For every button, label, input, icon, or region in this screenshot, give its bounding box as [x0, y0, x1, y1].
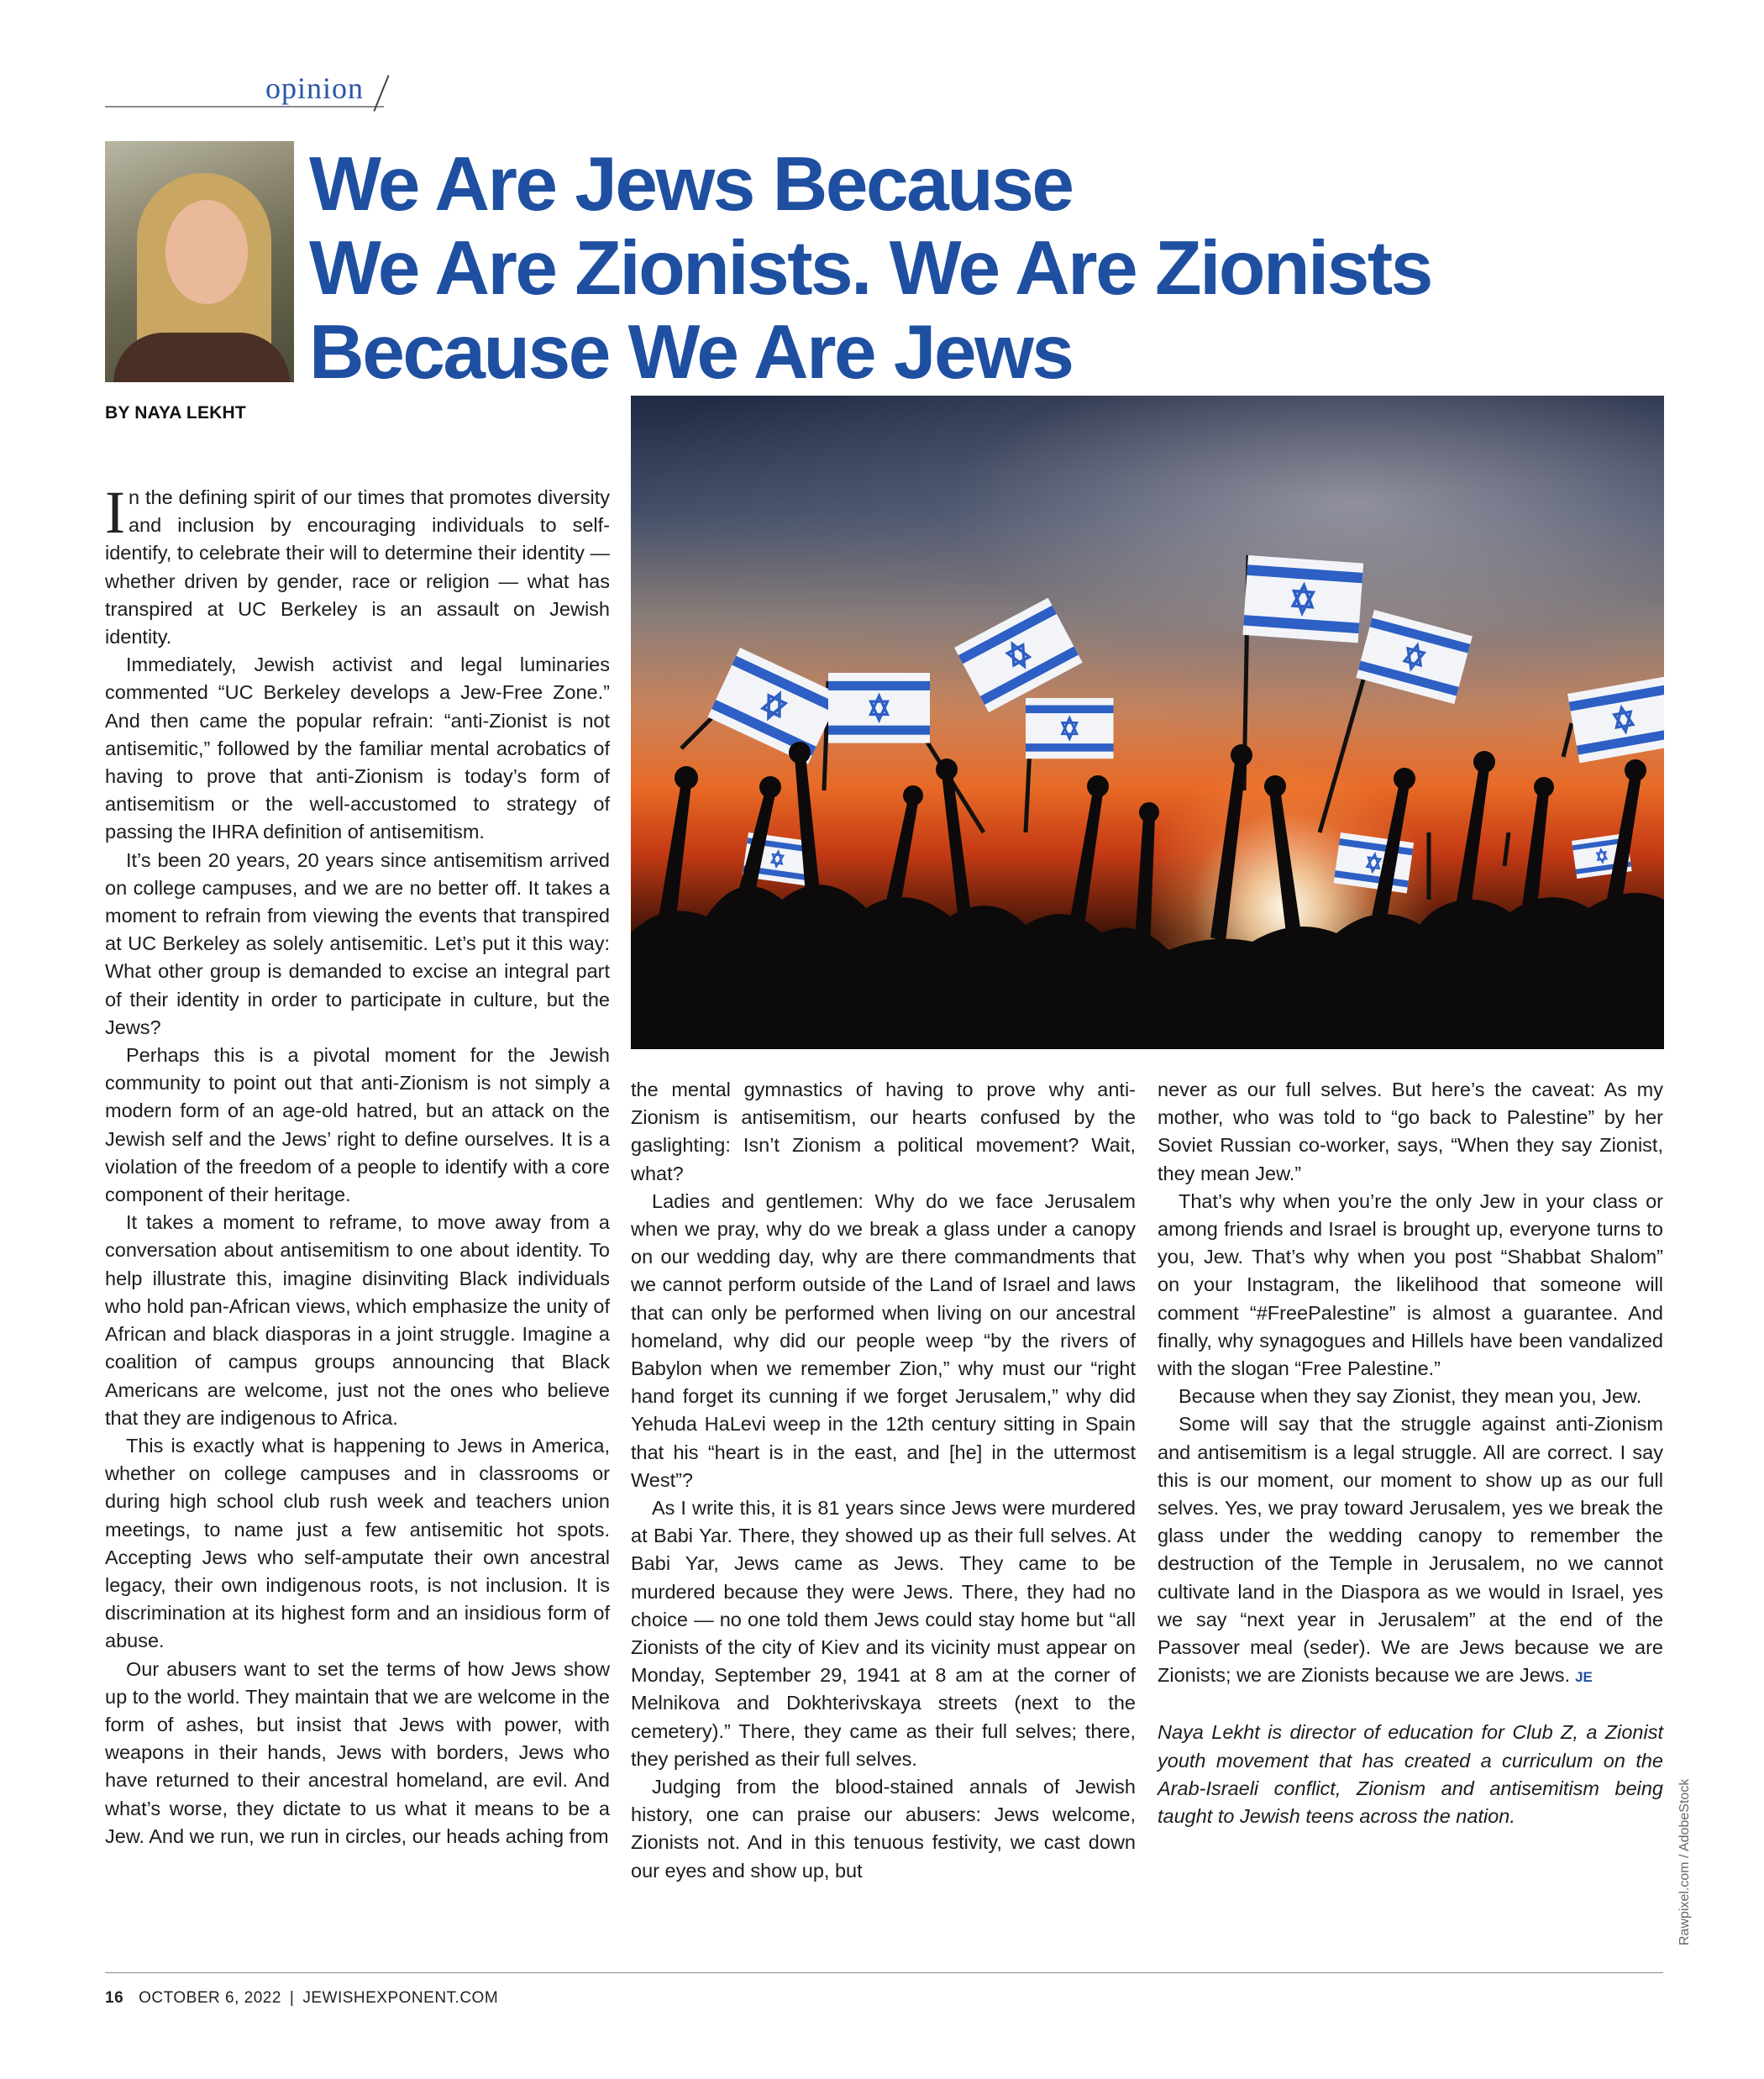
- author-bio: Naya Lekht is director of education for Club Z, a Zionist youth movement that has created a curriculum on the Arab-Israeli conflict, Zionism and antisemitism being taught to Jewish teens across the nation.: [1158, 1721, 1663, 1828]
- paragraph: Ladies and gentlemen: Why do we face Jerusalem when we pray, why do we break a glass under a canopy on our wedding day, why are there commandments that we cannot perform outside of the Land of Israel and laws that can only be performed when living on our ancestral homeland, why did our people weep “by the rivers of Babylon when we remember Zion,” why must our “right hand forget its cunning if we forget Jerusalem,” why did Yehuda HaLevi weep in the 12th century sitting in Spain that his “heart is in the east, and [he] in the uttermost West”?: [631, 1189, 1136, 1491]
- paragraph-text: n the defining spirit of our times that promotes diversity and inclusion by encouraging individuals to self-identify, to celebrate their will to determine their identity — whether driven by gender, race or religion — what has transpired at UC Berkeley is an assault on Jewish identity.: [105, 486, 610, 648]
- drop-cap: I: [105, 479, 125, 546]
- paragraph: the mental gymnastics of having to prove why anti-Zionism is antisemitism, our hearts confused by the gaslighting: Isn’t Zionism a political movement? Wait, what?: [631, 1079, 1136, 1184]
- byline: BY NAYA LEKHT: [105, 403, 246, 423]
- headline-line-2: We Are Zionists. We Are Zionists: [309, 226, 1431, 311]
- signoff-mark: JE: [1575, 1669, 1593, 1686]
- section-label-text: opinion: [265, 71, 364, 105]
- section-label: [105, 71, 401, 108]
- paragraph: Because when they say Zionist, they mean you, Jew.: [1179, 1385, 1642, 1408]
- crowd-with-flags-illustration: [631, 396, 1664, 1049]
- site-name: JEWISHEXPONENT.COM: [302, 1989, 499, 2007]
- footer-separator: |: [289, 1989, 295, 2007]
- paragraph: [105, 479, 610, 651]
- paragraph: never as our full selves. But here’s the caveat: As my mother, who was told to “go back to Palestine” by her Soviet Russian co-worker, says, “When they say Zionist, they mean Jew.”: [1158, 1079, 1663, 1184]
- paragraph: This is exactly what is happening to Jews in America, whether on college campuses and in classrooms or during high school club rush week and teachers union meetings, to name just a few antisemitic hot spots. Accepting Jews who self-amputate their own ancestral legacy, their own indigenous roots, is not inclusion. It is discrimination at its highest form and an insidious form of abuse.: [105, 1434, 610, 1652]
- paragraph: It takes a moment to reframe, to move away from a conversation about antisemitism to one about identity. To help illustrate this, imagine disinviting Black individuals who hold pan-African views, which emphasize the unity of African and black diasporas in a joint struggle. Imagine a coalition of campus groups announcing that Black Americans are welcome, just not the ones who believe that they are indigenous to Africa.: [105, 1211, 610, 1429]
- paragraph: Our abusers want to set the terms of how Jews show up to the world. They maintain that we are welcome in the form of ashes, but insist that Jews with power, with weapons in their hands, Jews with borders, Jews who have returned to their ancestral homeland, are evil. And what’s worse, they dictate to us what it means to be a Jew. And we run, we run in circles, our heads aching from: [105, 1657, 610, 1847]
- article-column-2: [631, 1076, 1136, 1885]
- headshot-face: [165, 200, 248, 304]
- article-photo: [631, 396, 1664, 1049]
- paragraph: Perhaps this is a pivotal moment for the Jewish community to point out that anti-Zionism is not simply a modern form of an age-old hatred, but an attack on the Jewish self and the Jews’ right to define ourselves. It is a violation of the freedom of a people to identify with a core component of their heritage.: [105, 1044, 610, 1206]
- headline-line-3: Because We Are Jews: [309, 310, 1073, 395]
- headline-line-1: We Are Jews Because: [309, 142, 1073, 227]
- paragraph: It’s been 20 years, 20 years since antisemitism arrived on college campuses, and we are no better off. It takes a moment to refrain from viewing the events that transpired at UC Berkeley as solely antisemitic. Let’s put it this way: What other group is demanded to excise an integral part of their identity in order to participate in culture, but the Jews?: [105, 848, 610, 1038]
- paragraph: As I write this, it is 81 years since Jews were murdered at Babi Yar. There, they showed up as their full selves. At Babi Yar, Jews came as Jews. They came to be murdered because they were Jews. There, they had no choice — no one told them Jews could stay home but “all Zionists of the city of Kiev and its vicinity must appear on Monday, September 29, 1941 at 8 am at the corner of Melnikova and Dokhterivskaya streets (next to the cemetery).” There, they came as their full selves; there, they perished as their full selves.: [631, 1497, 1136, 1770]
- author-headshot: [105, 141, 294, 382]
- headshot-shirt: [113, 333, 290, 382]
- photo-credit: Rawpixel.com / AdobeStock: [1677, 1778, 1692, 1945]
- paragraph: [1158, 1410, 1663, 1691]
- page-number: 16: [105, 1989, 124, 2007]
- footer-rule: [105, 1972, 1663, 1973]
- paragraph: Judging from the blood-stained annals of Jewish history, one can praise our abusers: Jews welcome, Zionists not. And in this tenuous festivity, we cast down our eyes and show up, but: [631, 1776, 1136, 1882]
- paragraph: Immediately, Jewish activist and legal luminaries commented “UC Berkeley develops a Jew-Free Zone.” And then came the popular refrain: “anti-Zionist is not antisemitic,” followed by the familiar mental acrobatics of having to prove that anti-Zionism is today’s form of antisemitism or the well-accustomed to strategy of passing the IHRA definition of antisemitism.: [105, 654, 610, 843]
- article-column-3: [1158, 1076, 1663, 1830]
- article-headline: [309, 143, 1653, 395]
- paragraph: That’s why when you’re the only Jew in your class or among friends and Israel is brought up, everyone turns to you, Jew. That’s why when you post “Shabbat Shalom” on your Instagram, the likelihood that someone will comment “#FreePalestine” is almost a guarantee. And finally, why synagogues and Hillels have been vandalized with the slogan “Free Palestine.”: [1158, 1189, 1663, 1380]
- section-rule: [105, 106, 384, 108]
- issue-date: OCTOBER 6, 2022: [139, 1989, 281, 2007]
- page-footer: [105, 1989, 498, 2008]
- article-column-1: [105, 479, 610, 1851]
- paragraph-text: Some will say that the struggle against anti-Zionism and antisemitism is a legal struggle. All are correct. I say this is our moment, our moment to show up as our full selves. Yes, we pray toward Jerusalem, yes we break the glass under the wedding canopy to remember the destruction of the Temple in Jerusalem, no we cannot cultivate land in the Diaspora as we would in Israel, yes we say “next year in Jerusalem” at the end of the Passover meal (seder). We are Jews because we are Zionists; we are Zionists because we are Jews.: [1158, 1413, 1663, 1687]
